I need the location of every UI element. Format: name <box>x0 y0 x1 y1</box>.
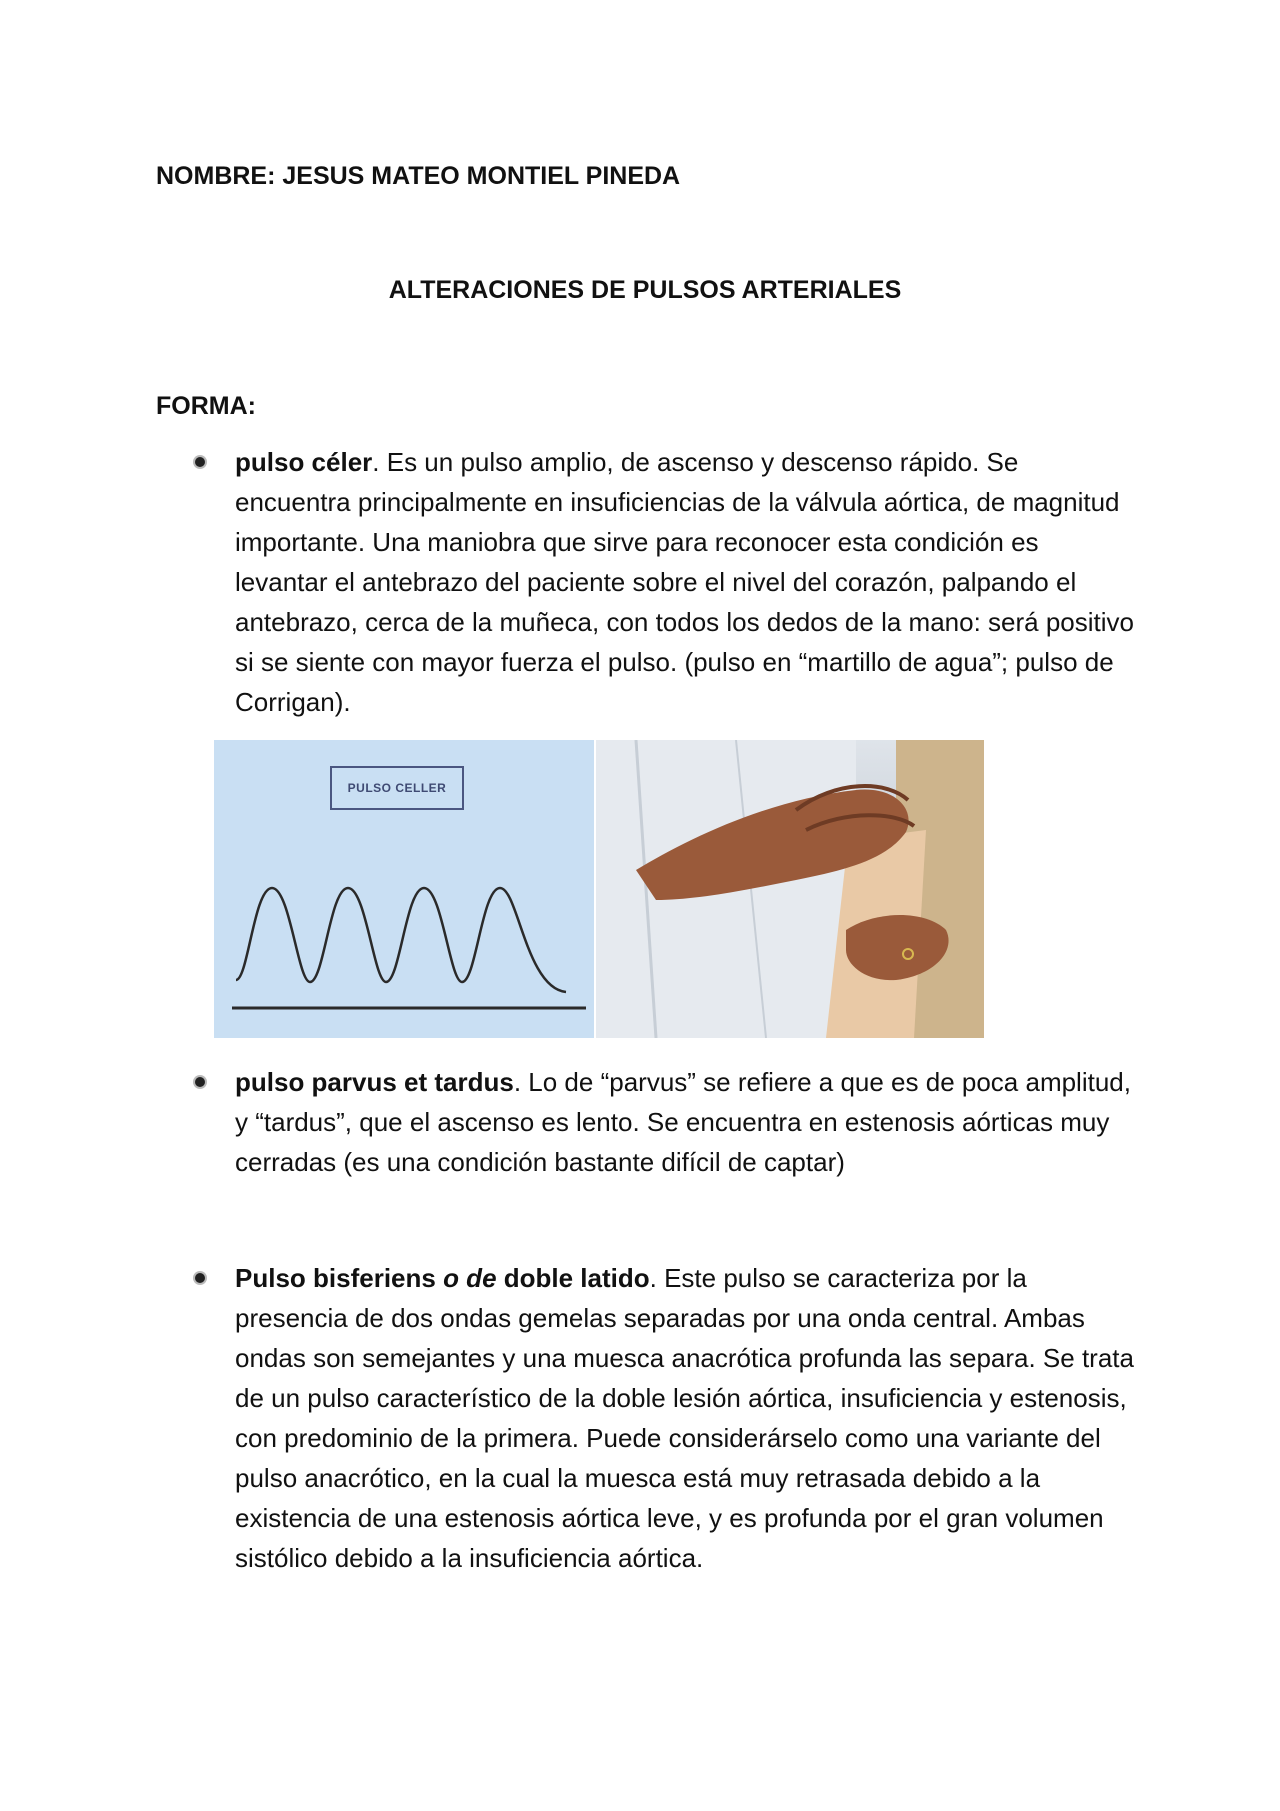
item-term: Pulso bisferiens <box>235 1263 444 1293</box>
item-text: . Lo de “parvus” se refiere a que es de poca amplitud, y “tardus”, que el ascenso es lento. Se encuentra en estenosis aórticas muy cerradas (es una condición bastante difícil de captar) <box>235 1067 1131 1177</box>
pulse-palpation-photo <box>596 740 984 1038</box>
item-term: doble latido <box>496 1263 650 1293</box>
item-text: . Es un pulso amplio, de ascenso y descenso rápido. Se encuentra principalmente en insuficiencias de la válvula aórtica, de magnitud importante. Una maniobra que sirve para reconocer esta condición es levantar el antebrazo del paciente sobre el nivel del corazón, palpando el antebrazo, cerca de la muñeca, con todos los dedos de la mano: será positivo si se siente con mayor fuerza el pulso. (pulso en “martillo de agua”; pulso de Corrigan). <box>235 447 1134 717</box>
bullet-icon <box>195 1077 205 1087</box>
pulse-waveform-panel <box>214 740 594 1038</box>
waveform-chart <box>214 740 594 1038</box>
bullet-icon <box>195 1273 205 1283</box>
document-title: ALTERACIONES DE PULSOS ARTERIALES <box>388 276 902 304</box>
list-item <box>235 442 1135 722</box>
bullet-icon <box>195 457 205 467</box>
waveform-label: PULSO CELLER <box>330 766 464 810</box>
student-name: NOMBRE: JESUS MATEO MONTIEL PINEDA <box>156 162 681 190</box>
item-term: pulso parvus et tardus <box>235 1067 514 1097</box>
item-term: pulso céler <box>235 447 373 477</box>
list-item <box>235 1062 1135 1182</box>
pulse-wave-line <box>236 888 566 992</box>
list-item <box>235 1258 1135 1578</box>
section-heading: FORMA: <box>156 392 256 420</box>
item-text: . Este pulso se caracteriza por la presencia de dos ondas gemelas separadas por una onda central. Ambas ondas son semejantes y una muesca anacrótica profunda las separa. Se trata de un pulso característico de la doble lesión aórtica, insuficiencia y estenosis, con predominio de la primera. Puede considerárselo como una variante del pulso anacrótico, en la cual la muesca está muy retrasada debido a la existencia de una estenosis aórtica leve, y es profunda por el gran volumen sistólico debido a la insuficiencia aórtica. <box>235 1263 1134 1573</box>
palpation-illustration <box>596 740 984 1038</box>
item-term-italic: o de <box>443 1263 497 1293</box>
pulse-figure <box>214 740 984 1038</box>
